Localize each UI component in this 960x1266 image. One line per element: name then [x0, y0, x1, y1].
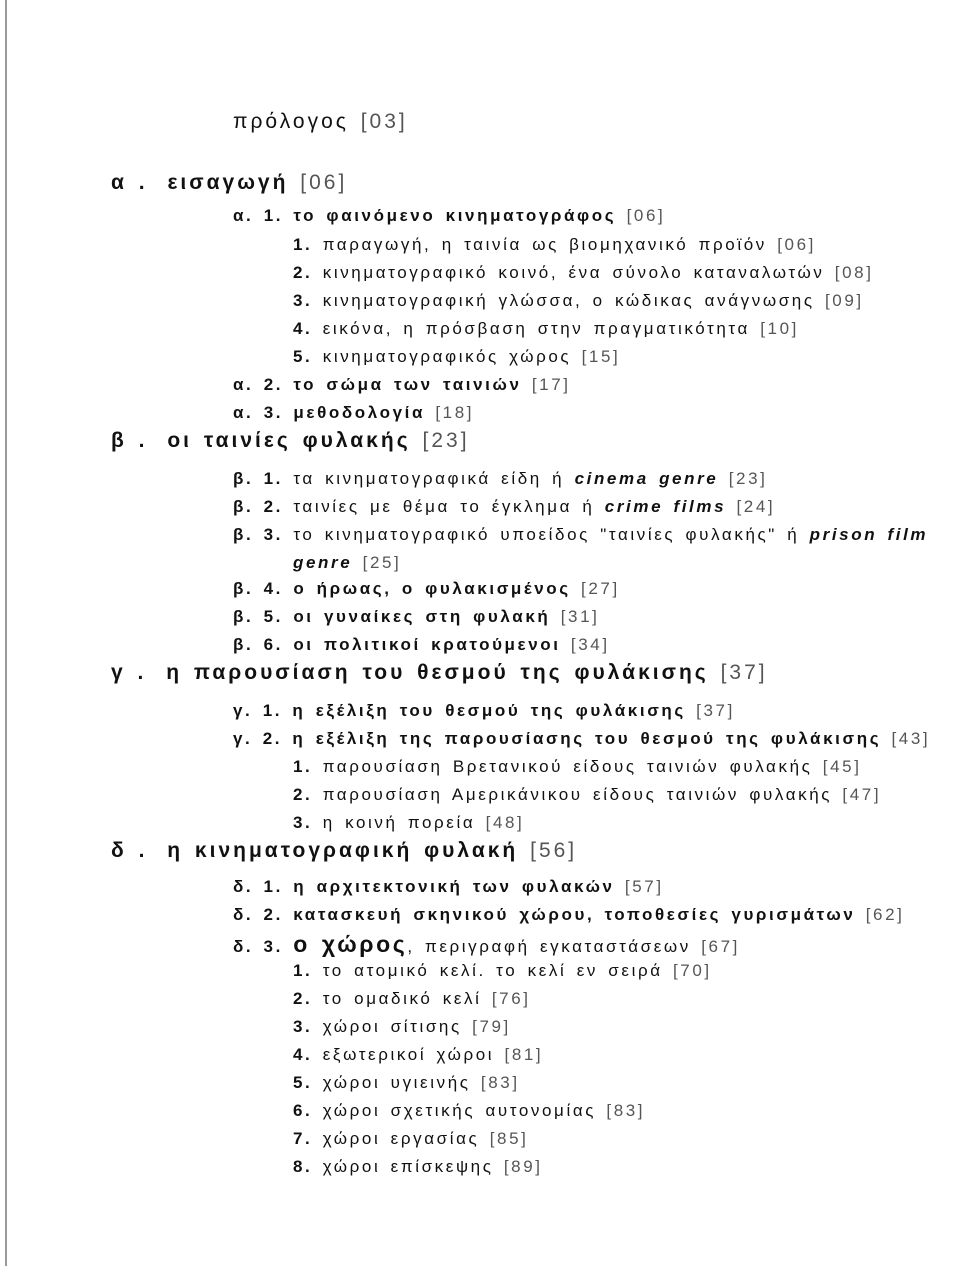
- page-number: [47]: [842, 785, 882, 804]
- item-number: 1.: [293, 757, 313, 776]
- page-number: [62]: [865, 905, 905, 924]
- item-text: χώροι εργασίας: [322, 1129, 480, 1148]
- entry-title: ο χώρος: [293, 931, 408, 957]
- section-title: η παρουσίαση του θεσμού της φυλάκισης: [166, 661, 709, 684]
- entry-number: β. 2.: [233, 497, 283, 516]
- toc-subitem[interactable]: [293, 263, 874, 283]
- section-letter: α .: [111, 171, 148, 194]
- page-number: [48]: [485, 813, 525, 832]
- item-text: παρουσίαση Αμερικάνικου είδους ταινιών φυλακής: [322, 785, 833, 804]
- item-text: παραγωγή, η ταινία ως βιομηχανικό προϊόν: [322, 235, 767, 254]
- page-number: [89]: [503, 1157, 543, 1176]
- entry-title: η εξέλιξη του θεσμού της φυλάκισης: [292, 701, 686, 720]
- toc-subitem[interactable]: [293, 1017, 511, 1037]
- page-number: [37]: [696, 701, 735, 720]
- item-number: 3.: [293, 291, 313, 310]
- page-number: [03]: [360, 110, 408, 133]
- entry-number: δ. 1.: [233, 877, 283, 896]
- entry-title: οι γυναίκες στη φυλακή: [293, 607, 551, 626]
- page-number: [24]: [736, 497, 776, 516]
- item-number: 3.: [293, 1017, 313, 1036]
- page-number: [70]: [672, 961, 712, 980]
- item-text: εξωτερικοί χώροι: [322, 1045, 495, 1064]
- item-text: κινηματογραφικός χώρος: [322, 347, 572, 366]
- item-text: χώροι σχετικής αυτονομίας: [322, 1101, 597, 1120]
- page-number: [81]: [504, 1045, 544, 1064]
- toc-prologue[interactable]: [233, 110, 408, 134]
- entry-number: γ. 2.: [233, 729, 283, 748]
- entry-number: β. 4.: [233, 579, 283, 598]
- item-number: 5.: [293, 1073, 313, 1092]
- entry-number: α. 1.: [233, 206, 284, 225]
- page-number: [06]: [777, 235, 816, 254]
- item-number: 6.: [293, 1101, 313, 1120]
- entry-emphasis: genre: [293, 553, 353, 572]
- entry-number: β. 3.: [233, 525, 283, 544]
- item-text: χώροι υγιεινής: [322, 1073, 471, 1092]
- toc-entry-c1[interactable]: [233, 701, 735, 721]
- entry-number: α. 3.: [233, 403, 284, 422]
- item-text: χώροι σίτισης: [322, 1017, 462, 1036]
- page-number: [37]: [720, 661, 768, 684]
- page-number: [83]: [606, 1101, 646, 1120]
- toc-entry-b4[interactable]: [233, 579, 620, 599]
- page-number: [18]: [435, 403, 475, 422]
- toc-entry-b5[interactable]: [233, 607, 599, 627]
- toc-subitem[interactable]: [293, 757, 862, 777]
- toc-section-c[interactable]: [111, 661, 768, 685]
- item-text: κινηματογραφικό κοινό, ένα σύνολο καταναλωτών: [322, 263, 825, 282]
- toc-subitem[interactable]: [293, 1073, 520, 1093]
- toc-section-a[interactable]: [111, 171, 347, 195]
- entry-number: δ. 2.: [233, 905, 283, 924]
- entry-title: ο ήρωας, ο φυλακισμένος: [293, 579, 571, 598]
- toc-subitem[interactable]: [293, 319, 799, 339]
- entry-title: οι πολιτικοί κρατούμενοι: [293, 635, 561, 654]
- item-number: 7.: [293, 1129, 313, 1148]
- entry-title: μεθοδολογία: [293, 403, 426, 422]
- page-number: [83]: [480, 1073, 520, 1092]
- item-text: εικόνα, η πρόσβαση στην πραγματικότητα: [322, 319, 750, 338]
- page-number: [31]: [560, 607, 600, 626]
- toc-entry-b3-continued[interactable]: [293, 553, 401, 573]
- toc-subitem[interactable]: [293, 961, 712, 981]
- section-letter: γ .: [111, 661, 147, 684]
- item-number: 8.: [293, 1157, 313, 1176]
- entry-text: , περιγραφή εγκαταστάσεων: [407, 937, 691, 956]
- item-number: 4.: [293, 1045, 313, 1064]
- item-text: κινηματογραφική γλώσσα, ο κώδικας ανάγνωσης: [322, 291, 815, 310]
- item-number: 5.: [293, 347, 313, 366]
- page-number: [23]: [728, 469, 768, 488]
- page-number: [56]: [530, 839, 578, 862]
- entry-text: τα κινηματογραφικά είδη ή: [293, 469, 565, 488]
- entry-title: το σώμα των ταινιών: [293, 375, 522, 394]
- toc-subitem[interactable]: [293, 989, 531, 1009]
- item-number: 3.: [293, 813, 313, 832]
- page-number: [67]: [701, 937, 740, 956]
- entry-emphasis: prison film: [809, 525, 929, 544]
- item-number: 1.: [293, 961, 313, 980]
- toc-section-d[interactable]: [111, 839, 577, 863]
- item-text: το ατομικό κελί. το κελί εν σειρά: [322, 961, 663, 980]
- toc-entry-a2[interactable]: [233, 375, 571, 395]
- page-number: [43]: [891, 729, 931, 748]
- page-number: [57]: [624, 877, 664, 896]
- toc-entry-d3[interactable]: [233, 931, 740, 958]
- toc-subitem[interactable]: [293, 1157, 543, 1177]
- page-number: [08]: [834, 263, 874, 282]
- page-number: [10]: [760, 319, 799, 338]
- item-number: 2.: [293, 785, 313, 804]
- entry-number: γ. 1.: [233, 701, 283, 720]
- item-text: χώροι επίσκεψης: [322, 1157, 494, 1176]
- toc-entry-d2[interactable]: [233, 905, 904, 925]
- entry-title: κατασκευή σκηνικού χώρου, τοποθεσίες γυρισμάτων: [293, 905, 856, 924]
- page-number: [15]: [581, 347, 621, 366]
- item-text: παρουσίαση Βρετανικού είδους ταινιών φυλακής: [322, 757, 813, 776]
- page-number: [76]: [491, 989, 531, 1008]
- toc-subitem[interactable]: [293, 291, 864, 311]
- section-title: οι ταινίες φυλακής: [167, 429, 411, 452]
- entry-title: η αρχιτεκτονική των φυλακών: [293, 877, 615, 896]
- entry-title: πρόλογος: [233, 110, 349, 133]
- page-number: [85]: [489, 1129, 529, 1148]
- toc-entry-b1[interactable]: [233, 469, 767, 489]
- entry-number: β. 5.: [233, 607, 283, 626]
- item-number: 4.: [293, 319, 313, 338]
- entry-number: β. 6.: [233, 635, 283, 654]
- toc-subitem[interactable]: [293, 785, 881, 805]
- entry-title: η εξέλιξη της παρουσίασης του θεσμού της φυλάκισης: [292, 729, 882, 748]
- toc-entry-a1[interactable]: [233, 206, 665, 226]
- entry-text: το κινηματογραφικό υποείδος "ταινίες φυλακής" ή: [293, 525, 800, 544]
- entry-number: β. 1.: [233, 469, 283, 488]
- entry-text: ταινίες με θέμα το έγκλημα ή: [293, 497, 595, 516]
- page-number: [09]: [824, 291, 864, 310]
- left-border: [5, 0, 7, 1266]
- item-number: 2.: [293, 263, 313, 282]
- toc-entry-d1[interactable]: [233, 877, 664, 897]
- section-letter: β .: [111, 429, 148, 452]
- toc-entry-b2[interactable]: [233, 497, 775, 517]
- entry-number: α. 2.: [233, 375, 284, 394]
- toc-subitem[interactable]: [293, 1129, 528, 1149]
- page-number: [45]: [822, 757, 862, 776]
- toc-entry-b6[interactable]: [233, 635, 610, 655]
- page-number: [34]: [570, 635, 610, 654]
- entry-emphasis: crime films: [604, 497, 727, 516]
- page-number: [79]: [472, 1017, 511, 1036]
- toc-subitem[interactable]: [293, 235, 816, 255]
- item-number: 2.: [293, 989, 313, 1008]
- toc-entry-a3[interactable]: [233, 403, 474, 423]
- section-letter: δ .: [111, 839, 148, 862]
- toc-subitem[interactable]: [293, 347, 620, 367]
- page-number: [23]: [422, 429, 470, 452]
- page-number: [27]: [581, 579, 620, 598]
- toc-entry-b3[interactable]: [233, 525, 928, 545]
- page-number: [06]: [300, 171, 348, 194]
- item-text: το ομαδικό κελί: [322, 989, 482, 1008]
- entry-emphasis: cinema genre: [574, 469, 719, 488]
- toc-section-b[interactable]: [111, 429, 470, 453]
- toc-subitem[interactable]: [293, 813, 524, 833]
- item-number: 1.: [293, 235, 313, 254]
- page-number: [17]: [531, 375, 571, 394]
- section-title: εισαγωγή: [167, 171, 289, 194]
- entry-title: το φαινόμενο κινηματογράφος: [293, 206, 617, 225]
- page-number: [06]: [626, 206, 666, 225]
- page-number: [25]: [362, 553, 402, 572]
- toc-subitem[interactable]: [293, 1101, 645, 1121]
- entry-number: δ. 3.: [233, 937, 283, 956]
- item-text: η κοινή πορεία: [322, 813, 476, 832]
- toc-subitem[interactable]: [293, 1045, 543, 1065]
- toc-entry-c2[interactable]: [233, 729, 930, 749]
- section-title: η κινηματογραφική φυλακή: [167, 839, 519, 862]
